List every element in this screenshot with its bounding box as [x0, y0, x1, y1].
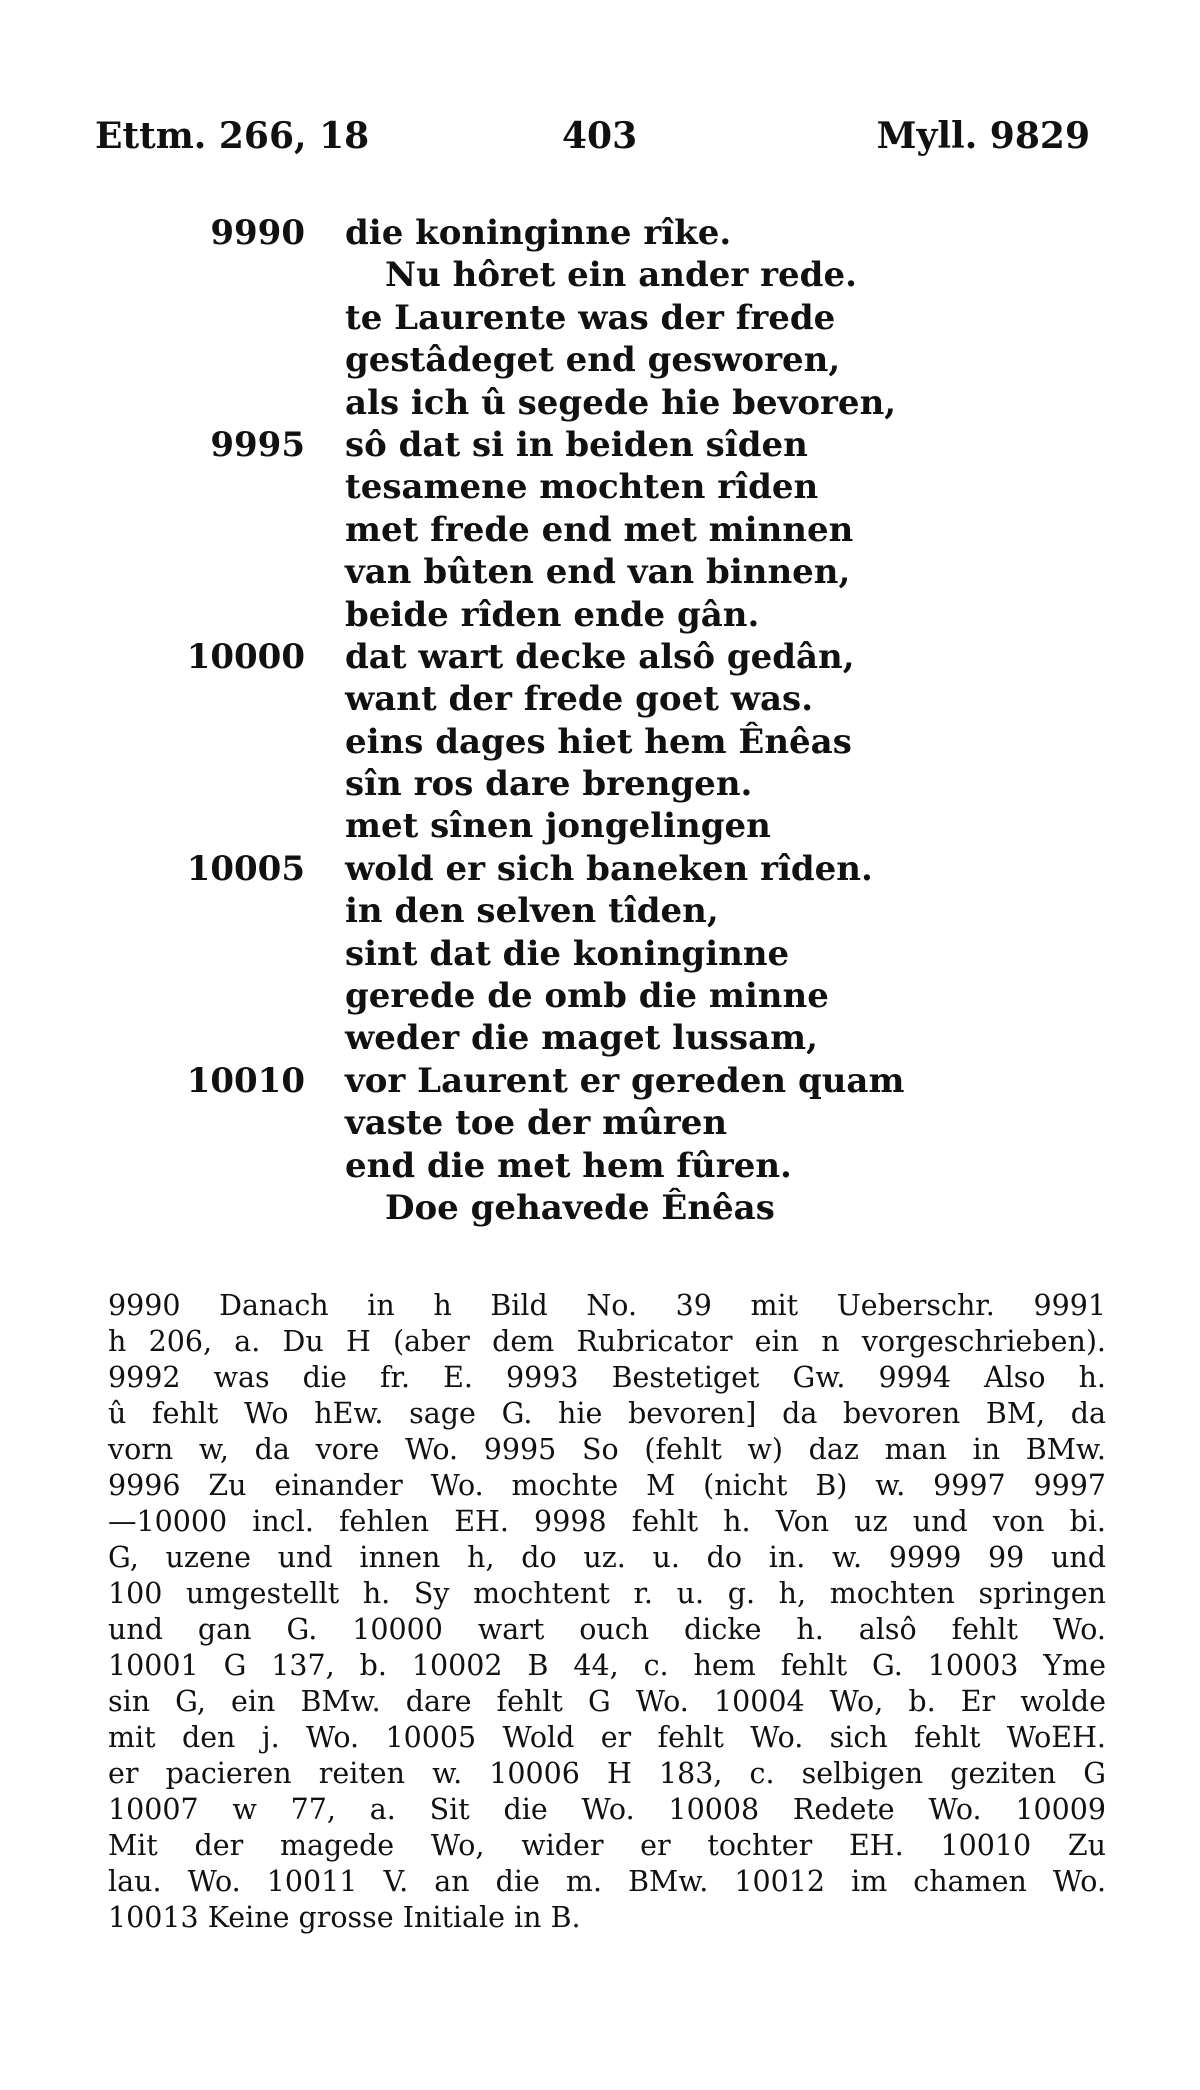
verse-line	[0, 551, 1200, 593]
verse-text-line: in den selven tîden,	[345, 891, 719, 932]
verse-text-line: met sînen jongelingen	[345, 806, 771, 847]
apparatus-line: Mit der magede Wo, wider er tochter EH. 10010 Zu	[108, 1829, 1106, 1862]
verse-line	[0, 339, 1200, 381]
apparatus-line: 10013 Keine grosse Initiale in B.	[108, 1901, 581, 1934]
verse-text-line: van bûten end van binnen,	[345, 552, 851, 593]
verse-line	[0, 1017, 1200, 1059]
verse-text-line: te Laurente was der frede	[345, 297, 836, 338]
apparatus-line: h 206, a. Du H (aber dem Rubricator ein n vorgeschrieben).	[108, 1325, 1106, 1358]
apparatus-line: —10000 incl. fehlen EH. 9998 fehlt h. Von uz und von bi.	[108, 1505, 1106, 1538]
verse-line	[0, 1060, 1200, 1102]
apparatus-line: 100 umgestellt h. Sy mochtent r. u. g. h, mochten springen	[108, 1577, 1106, 1610]
apparatus-line: sin G, ein BMw. dare fehlt G Wo. 10004 Wo, b. Er wolde	[108, 1685, 1106, 1718]
apparatus-line: und gan G. 10000 wart ouch dicke h. alsô fehlt Wo.	[108, 1613, 1106, 1646]
apparatus-line: û fehlt Wo hEw. sage G. hie bevoren] da bevoren BM, da	[108, 1397, 1106, 1430]
verse-text-line: sô dat si in beiden sîden	[345, 424, 808, 465]
verse-text-line: end die met hem fûren.	[345, 1145, 792, 1186]
verse-text-line: gestâdeget end gesworen,	[345, 340, 841, 381]
apparatus-line: 9992 was die fr. E. 9993 Bestetiget Gw. 9994 Also h.	[108, 1361, 1106, 1394]
verse-number: 9995	[210, 424, 305, 465]
verse-text-line: Nu hôret ein ander rede.	[385, 255, 857, 296]
verse-text-line: met frede end met minnen	[345, 509, 854, 550]
verse-line	[0, 805, 1200, 847]
apparatus-line: 10007 w 77, a. Sit die Wo. 10008 Redete Wo. 10009	[108, 1793, 1106, 1826]
verse-line	[0, 848, 1200, 890]
verse-text-line: wold er sich baneken rîden.	[345, 848, 873, 889]
apparatus-line: 9996 Zu einander Wo. mochte M (nicht B) w. 9997 9997	[108, 1469, 1106, 1502]
verse-line	[0, 382, 1200, 424]
verse-text-line: sîn ros dare brengen.	[345, 764, 753, 805]
verse-line	[0, 975, 1200, 1017]
verse-line	[0, 254, 1200, 296]
verse-text	[0, 212, 1200, 1229]
verse-line	[0, 763, 1200, 805]
verse-text-line: beide rîden ende gân.	[345, 594, 760, 635]
verse-number: 9990	[210, 213, 305, 253]
verse-number: 10010	[186, 1060, 305, 1101]
page-number: 403	[562, 115, 638, 157]
verse-text-line: weder die maget lussam,	[345, 1018, 818, 1059]
verse-line	[0, 678, 1200, 720]
verse-text-line: eins dages hiet hem Ênêas	[345, 721, 852, 762]
running-head-left: Ettm. 266, 18	[95, 115, 370, 157]
verse-text-line: vor Laurent er gereden quam	[345, 1060, 905, 1101]
apparatus-line: vorn w, da vore Wo. 9995 So (fehlt w) daz man in BMw.	[108, 1433, 1106, 1466]
verse-line	[0, 424, 1200, 466]
apparatus-line: 10001 G 137, b. 10002 B 44, c. hem fehlt G. 10003 Yme	[108, 1649, 1106, 1682]
verse-line	[0, 297, 1200, 339]
verse-line	[0, 933, 1200, 975]
verse-text-line: dat wart decke alsô gedân,	[345, 636, 855, 677]
verse-text-line: sint dat die koninginne	[345, 933, 790, 974]
verse-text-line: Doe gehavede Ênêas	[385, 1187, 775, 1228]
verse-line	[0, 466, 1200, 508]
verse-line	[0, 212, 1200, 254]
verse-line	[0, 594, 1200, 636]
verse-text-line: die koninginne rîke.	[345, 213, 732, 253]
verse-text-line: tesamene mochten rîden	[345, 467, 819, 508]
apparatus-line: mit den j. Wo. 10005 Wold er fehlt Wo. sich fehlt WoEH.	[108, 1721, 1106, 1754]
apparatus-line: G, uzene und innen h, do uz. u. do in. w. 9999 99 und	[108, 1541, 1106, 1574]
verse-text-line: want der frede goet was.	[345, 679, 814, 720]
verse-line	[0, 721, 1200, 763]
verse-line	[0, 1187, 1200, 1229]
apparatus-line: er pacieren reiten w. 10006 H 183, c. selbigen geziten G	[108, 1757, 1106, 1790]
verse-text-line: gerede de omb die minne	[345, 976, 829, 1017]
apparatus-line: 9990 Danach in h Bild No. 39 mit Ueberschr. 9991	[108, 1289, 1106, 1322]
verse-number: 10000	[186, 636, 305, 677]
apparatus-line: lau. Wo. 10011 V. an die m. BMw. 10012 im chamen Wo.	[108, 1865, 1106, 1898]
critical-apparatus	[108, 1288, 1106, 1936]
verse-text-line: als ich û segede hie bevoren,	[345, 382, 897, 423]
verse-line	[0, 890, 1200, 932]
running-head-right: Myll. 9829	[876, 115, 1090, 157]
verse-line	[0, 636, 1200, 678]
verse-number: 10005	[186, 848, 305, 889]
verse-line	[0, 509, 1200, 551]
verse-text-line: vaste toe der mûren	[345, 1103, 728, 1144]
verse-line	[0, 1145, 1200, 1187]
verse-line	[0, 1102, 1200, 1144]
